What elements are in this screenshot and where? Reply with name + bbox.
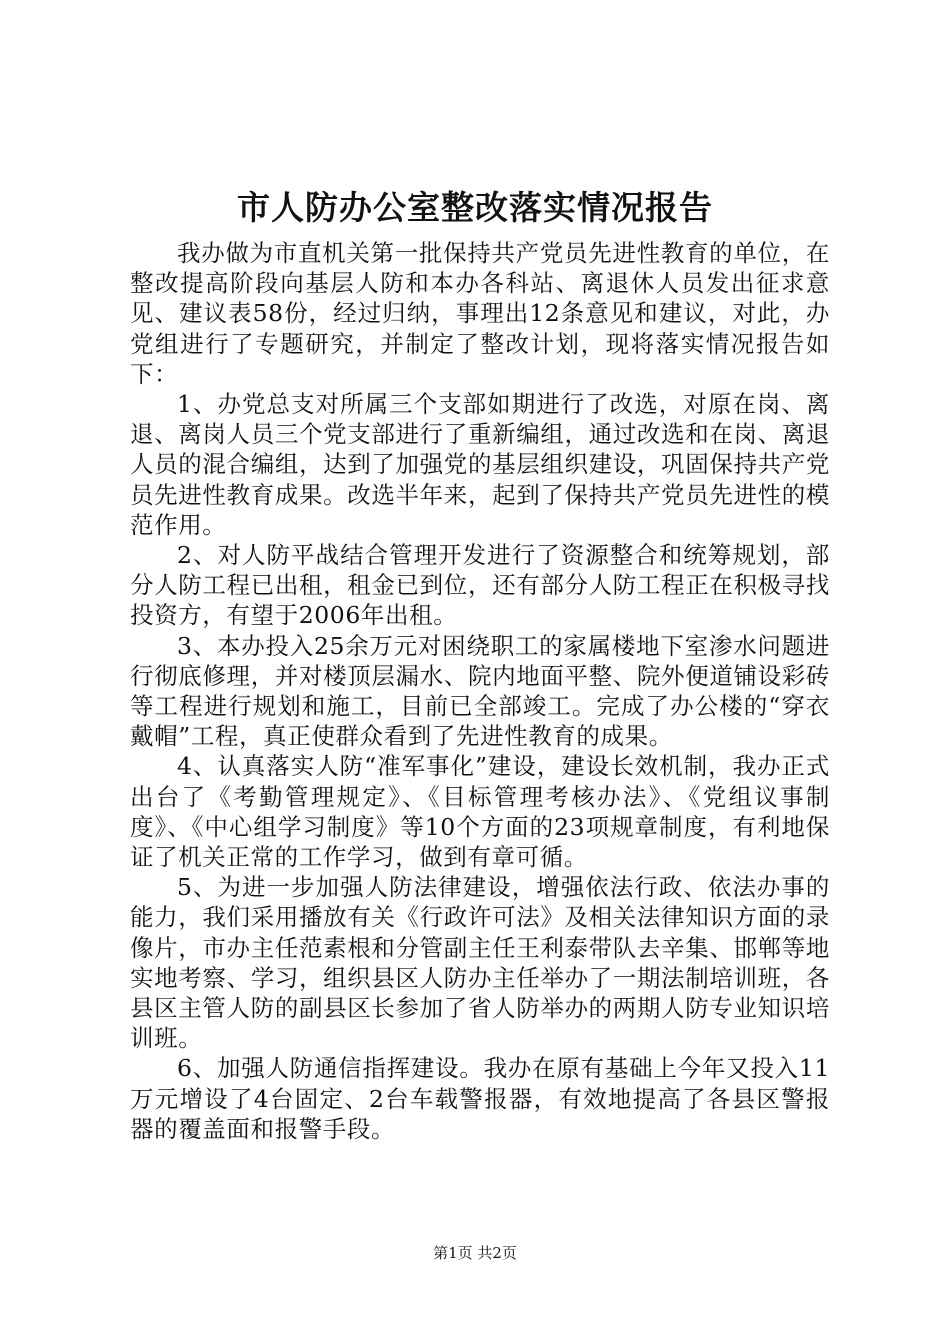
paragraph-item-1: 1、办党总支对所属三个支部如期进行了改选，对原在岗、离退、离岗人员三个党支部进行了重新编组，通过改选和在岗、离退人员的混合编组，达到了加强党的基层组织建设，巩固保持共产党员先进性教育成果。改选半年来，起到了保持共产党员先进性的模范作用。 [130,390,830,539]
paragraph-item-5: 5、为进一步加强人防法律建设，增强依法行政、依法办事的能力，我们采用播放有关《行政许可法》及相关法律知识方面的录像片，市办主任范素根和分管副主任王利泰带队去辛集、邯郸等地实地考察、学习，组织县区人防办主任举办了一期法制培训班，各县区主管人防的副县区长参加了省人防举办的两期人防专业知识培训班。 [130,873,830,1053]
paragraph-item-6: 6、加强人防通信指挥建设。我办在原有基础上今年又投入11万元增设了4台固定、2台车载警报器，有效地提高了各县区警报器的覆盖面和报警手段。 [130,1054,830,1143]
document-title: 市人防办公室整改落实情况报告 [237,188,713,227]
paragraph-item-4: 4、认真落实人防“准军事化”建设，建设长效机制，我办正式出台了《考勤管理规定》、《目标管理考核办法》、《党组议事制度》、《中心组学习制度》等10个方面的23项规章制度，有利地保证了机关正常的工作学习，做到有章可循。 [130,752,830,872]
paragraph-intro: 我办做为市直机关第一批保持共产党员先进性教育的单位，在整改提高阶段向基层人防和本办各科站、离退休人员发出征求意见、建议表58份，经过归纳，事理出12条意见和建议，对此，办党组进行了专题研究，并制定了整改计划，现将落实情况报告如下： [130,239,830,388]
page-number-footer: 第1页 共2页 [433,1244,517,1262]
paragraph-item-2: 2、对人防平战结合管理开发进行了资源整合和统筹规划，部分人防工程已出租，租金已到位，还有部分人防工程正在积极寻找投资方，有望于2006年出租。 [130,541,830,630]
paragraph-item-3: 3、本办投入25余万元对困绕职工的家属楼地下室渗水问题进行彻底修理，并对楼顶层漏水、院内地面平整、院外便道铺设彩砖等工程进行规划和施工，目前已全部竣工。完成了办公楼的“穿衣戴帽”工程，真正使群众看到了先进性教育的成果。 [130,631,830,751]
document-body [130,238,830,1144]
